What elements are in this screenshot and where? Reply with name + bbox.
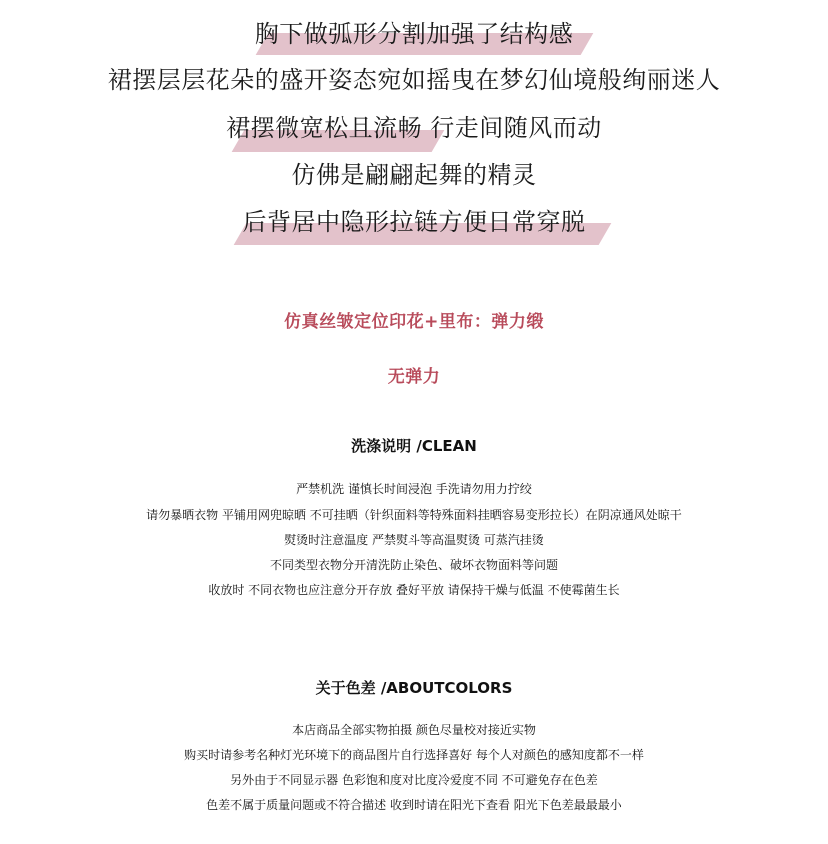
colors-line: 另外由于不同显示器 色彩饱和度对比度冷爱度不同 不可避免存在色差	[230, 773, 598, 787]
washing-line: 收放时 不同衣物也应注意分开存放 叠好平放 请保持干燥与低温 不使霉菌生长	[208, 583, 620, 597]
washing-line: 严禁机洗 谨慎长时间浸泡 手洗请勿用力拧绞	[296, 482, 532, 496]
washing-line: 请勿暴晒衣物 平铺用网兜晾晒 不可挂晒（针织面料等特殊面料挂晒容易变形拉长）在阴凉通风处晾干	[146, 508, 682, 522]
colors-line: 购买时请参考名种灯光环境下的商品图片自行选择喜好 每个人对颜色的感知度都不一样	[184, 748, 644, 762]
washing-line: 不同类型衣物分开清洗防止染色、破坏衣物面料等问题	[269, 558, 558, 572]
colors-line: 色差不属于质量问题或不符合描述 收到时请在阳光下查看 阳光下色差最最最小	[206, 798, 622, 812]
feature-line-5: 后背居中隐形拉链方便日常穿脱	[242, 208, 586, 236]
feature-line-3: 裙摆微宽松且流畅 行走间随风而动	[226, 114, 602, 142]
fabric-material: 仿真丝皱定位印花+里布：弹力缎	[284, 312, 544, 332]
feature-line-2: 裙摆层层花朵的盛开姿态宛如摇曳在梦幻仙境般绚丽迷人	[107, 66, 721, 94]
washing-line: 熨烫时注意温度 严禁熨斗等高温熨烫 可蒸汽挂烫	[284, 533, 544, 547]
colors-title: 关于色差 /ABOUTCOLORS	[315, 679, 513, 697]
fabric-elasticity: 无弹力	[387, 367, 441, 387]
colors-line: 本店商品全部实物拍摄 颜色尽量校对接近实物	[292, 723, 536, 737]
washing-title: 洗涤说明 /CLEAN	[351, 437, 477, 455]
feature-line-1: 胸下做弧形分割加强了结构感	[254, 20, 574, 48]
feature-line-4: 仿佛是翩翩起舞的精灵	[291, 161, 537, 189]
